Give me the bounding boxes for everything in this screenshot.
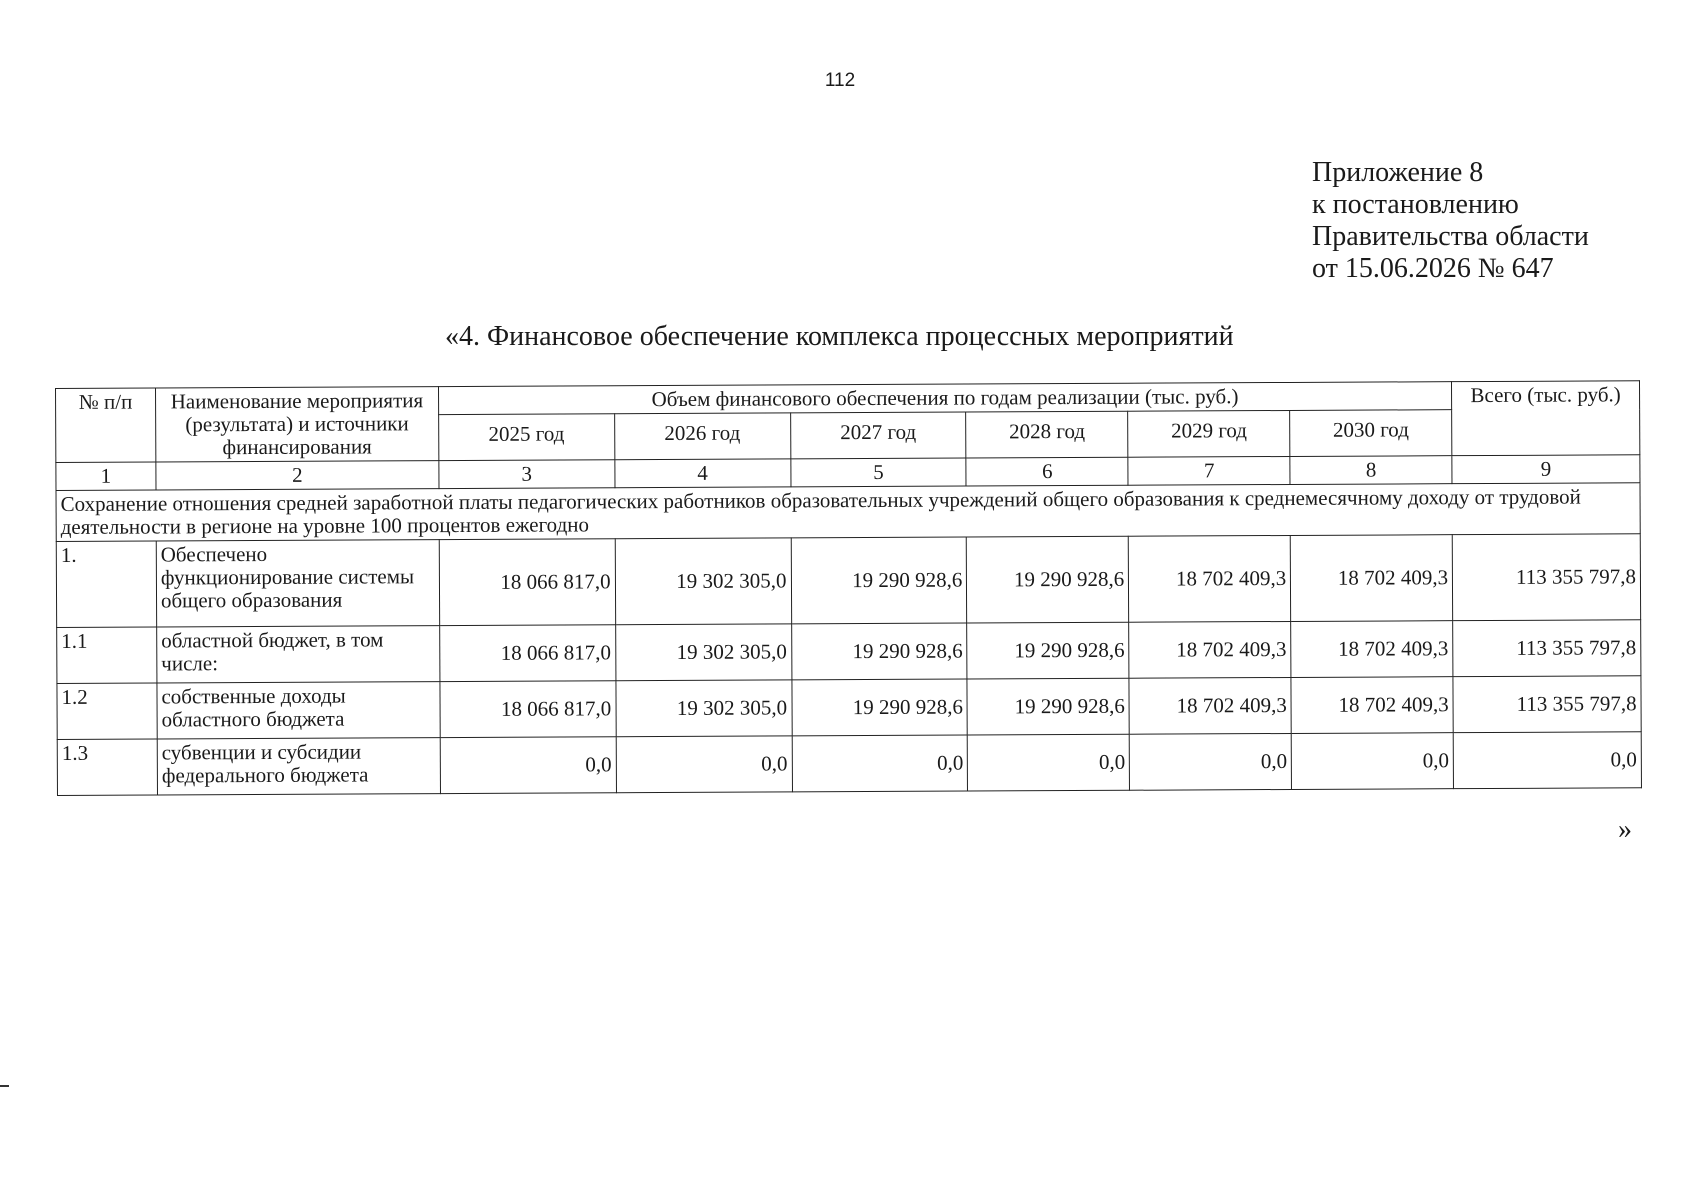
header-total: Всего (тыс. руб.) xyxy=(1452,381,1640,456)
header-year: 2028 год xyxy=(966,411,1128,458)
table-row xyxy=(57,732,1641,796)
row-value: 19 302 305,0 xyxy=(616,680,792,737)
column-number: 4 xyxy=(615,459,791,488)
row-value: 18 702 409,3 xyxy=(1129,677,1291,734)
column-number: 1 xyxy=(56,462,156,490)
page-number: 112 xyxy=(824,70,856,91)
header-volume: Объем финансового обеспечения по годам реализации (тыс. руб.) xyxy=(438,382,1451,415)
header-year: 2030 год xyxy=(1290,410,1452,457)
table-row xyxy=(57,620,1641,684)
column-number: 5 xyxy=(790,458,966,487)
row-value: 19 290 928,6 xyxy=(967,622,1129,679)
row-num: 1. xyxy=(56,541,156,627)
row-value: 18 702 409,3 xyxy=(1291,677,1453,734)
header-year: 2026 год xyxy=(614,413,790,460)
row-value: 18 066 817,0 xyxy=(439,625,615,682)
row-value: 18 066 817,0 xyxy=(440,681,616,738)
row-value: 0,0 xyxy=(968,734,1130,791)
appendix-line: к постановлению xyxy=(1312,189,1519,220)
column-number: 3 xyxy=(439,460,615,489)
section-row xyxy=(56,483,1640,542)
row-value: 0,0 xyxy=(616,736,792,793)
row-value: 0,0 xyxy=(1130,733,1292,790)
row-total: 113 355 797,8 xyxy=(1452,534,1640,621)
table-row xyxy=(57,676,1641,740)
row-value: 0,0 xyxy=(440,737,616,794)
header-name: Наименование мероприятия (результата) и источники финансирования xyxy=(155,387,438,462)
row-total: 113 355 797,8 xyxy=(1453,676,1641,733)
row-num: 1.1 xyxy=(57,627,157,683)
scan-mark xyxy=(0,1085,9,1087)
row-value: 0,0 xyxy=(792,735,968,792)
row-name: Обеспечено функционирование системы общего образования xyxy=(156,540,439,627)
column-number: 2 xyxy=(156,461,439,490)
column-number: 6 xyxy=(966,457,1128,486)
financing-table xyxy=(55,380,1642,796)
column-number: 8 xyxy=(1290,456,1452,485)
row-num: 1.2 xyxy=(57,683,157,739)
header-year: 2029 год xyxy=(1128,410,1290,457)
row-value: 18 066 817,0 xyxy=(439,539,615,626)
row-value: 19 290 928,6 xyxy=(967,536,1129,623)
row-value: 19 290 928,6 xyxy=(791,623,967,680)
appendix-line: Приложение 8 xyxy=(1312,157,1484,188)
appendix-line: от 15.06.2026 № 647 xyxy=(1312,253,1554,284)
column-number: 7 xyxy=(1128,456,1290,485)
row-value: 19 302 305,0 xyxy=(615,624,791,681)
column-number: 9 xyxy=(1452,455,1640,484)
row-num: 1.3 xyxy=(57,739,157,795)
row-value: 18 702 409,3 xyxy=(1290,535,1452,622)
row-value: 18 702 409,3 xyxy=(1291,621,1453,678)
row-total: 113 355 797,8 xyxy=(1453,620,1641,677)
header-year: 2025 год xyxy=(438,414,614,461)
closing-quote: » xyxy=(1618,814,1632,845)
row-name: собственные доходы областного бюджета xyxy=(157,682,440,739)
header-num: № п/п xyxy=(56,388,156,462)
row-value: 19 290 928,6 xyxy=(791,679,967,736)
row-value: 0,0 xyxy=(1291,733,1453,790)
row-value: 19 302 305,0 xyxy=(615,538,791,625)
row-name: областной бюджет, в том числе: xyxy=(157,626,440,683)
table-row xyxy=(56,534,1640,628)
header-year: 2027 год xyxy=(790,412,966,459)
appendix-line: Правительства области xyxy=(1312,221,1589,252)
section-title: Сохранение отношения средней заработной платы педагогических работников образовательных учреждений общего образования к среднемесячному доходу от трудовой деятельности в регионе на уровне 100 процентов ежегодно xyxy=(56,483,1640,542)
row-name: субвенции и субсидии федерального бюджета xyxy=(157,738,440,795)
row-value: 19 290 928,6 xyxy=(791,537,967,624)
document-title: «4. Финансовое обеспечение комплекса процессных мероприятий xyxy=(445,321,1234,352)
row-value: 19 290 928,6 xyxy=(967,678,1129,735)
row-value: 18 702 409,3 xyxy=(1129,535,1291,622)
row-total: 0,0 xyxy=(1453,732,1641,789)
row-value: 18 702 409,3 xyxy=(1129,621,1291,678)
appendix-block xyxy=(1312,157,1589,285)
